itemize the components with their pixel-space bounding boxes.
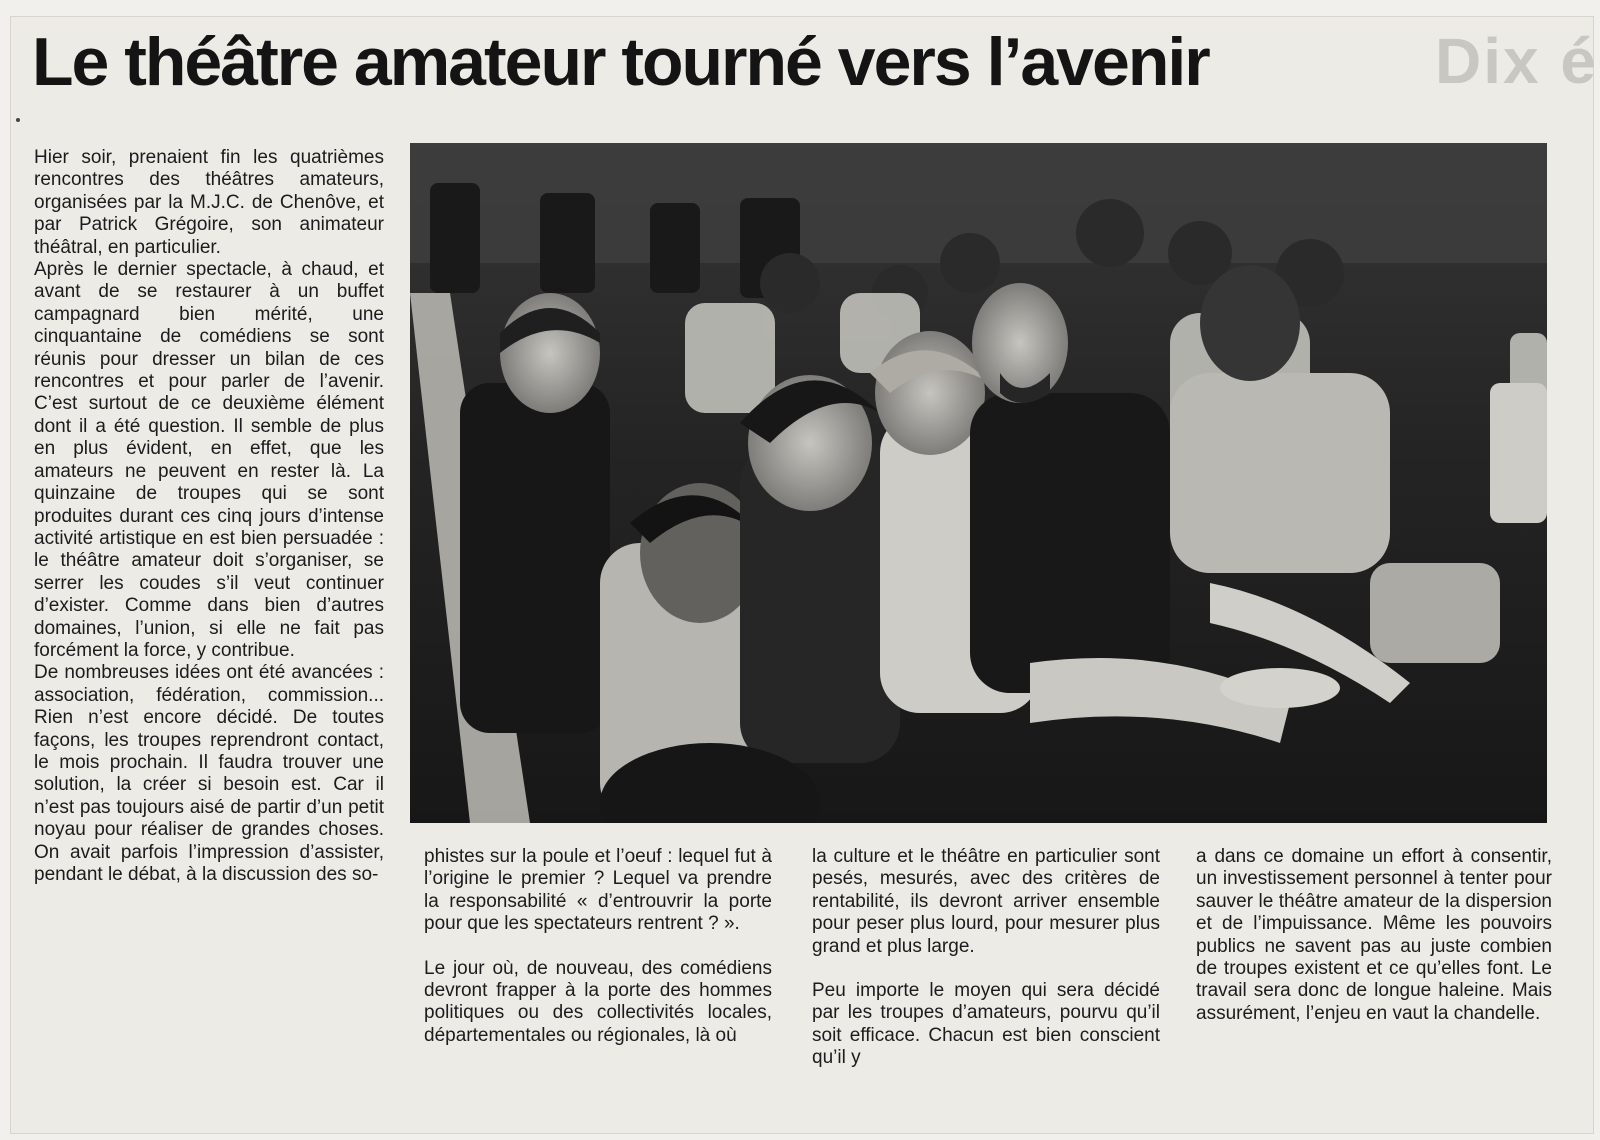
audience-photo — [410, 143, 1547, 823]
paragraph: De nombreuses idées ont été avancées : association, fédération, commission... Rien n’est encore décidé. De toutes façons, les troupes reprendront contact, le mois prochain. Il faudra trouver une solution, la créer si besoin est. Car il n’est pas toujours aisé de partir d’un petit noyau pour réaliser de grandes choses. On avait parfois l’impression d’assister, pendant le débat, à la discussion des so- — [34, 662, 384, 885]
print-speck — [16, 118, 20, 122]
paragraph: Le jour où, de nouveau, des comédiens devront frapper à la porte des hommes politiques ou des collectivités locales, départementales ou régionales, là où — [424, 957, 772, 1046]
headline: Le théâtre amateur tourné vers l’avenir — [32, 24, 1209, 100]
paragraph: phistes sur la poule et l’oeuf : lequel fut à l’origine le premier ? Lequel va prendre la responsabilité « d’entrouvrir la porte pour que les spectateurs rentrent ? ». — [424, 846, 772, 935]
paragraph: Après le dernier spectacle, à chaud, et avant de se restaurer à un buffet campagnard bien mérité, une cinquantaine de comédiens se sont réunis pour dresser un bilan de ces rencontres et pour parler de l’avenir. C’est surtout de ce deuxième élément dont il a été question. Il semble de plus en plus évident, en effet, que les amateurs ne peuvent en rester là. La quinzaine de troupes qui se sont produites durant ces cinq jours d’intense activité artistique en est bien persuadée : le théâtre amateur doit s’organiser, se serrer les coudes s’il veut continuer d’exister. Comme dans bien d’autres domaines, l’union, si elle ne fait pas forcément la force, y contribue. — [34, 259, 384, 661]
article-column-1 — [34, 147, 384, 886]
paragraph: la culture et le théâtre en particulier sont pesés, mesurés, avec des critères de rentabilité, ils devront arriver ensemble pour peser plus lourd, pour mesurer plus grand et plus large. — [812, 846, 1160, 957]
paragraph: Hier soir, prenaient fin les quatrièmes rencontres des théâtres amateurs, organisées par la M.J.C. de Chenôve, et par Patrick Grégoire, son animateur théâtral, en particulier. — [34, 147, 384, 258]
article-column-3 — [812, 846, 1160, 1070]
paragraph: a dans ce domaine un effort à consentir, un investissement personnel à tenter pour sauver le théâtre amateur de la dispersion et de l’impuissance. Même les pouvoirs publics ne savent pas au juste combien de troupes existent et ce qu’elles font. Le travail sera donc de longue haleine. Mais assurément, l’enjeu en vaut la chandelle. — [1196, 846, 1552, 1024]
audience-photo-icon — [410, 143, 1547, 823]
article-column-2 — [424, 846, 772, 1047]
adjacent-headline-ghost: Dix é — [1435, 25, 1598, 97]
paragraph: Peu importe le moyen qui sera décidé par les troupes d’amateurs, pourvu qu’il soit efficace. Chacun est bien conscient qu’il y — [812, 980, 1160, 1069]
article-column-4 — [1196, 846, 1552, 1025]
